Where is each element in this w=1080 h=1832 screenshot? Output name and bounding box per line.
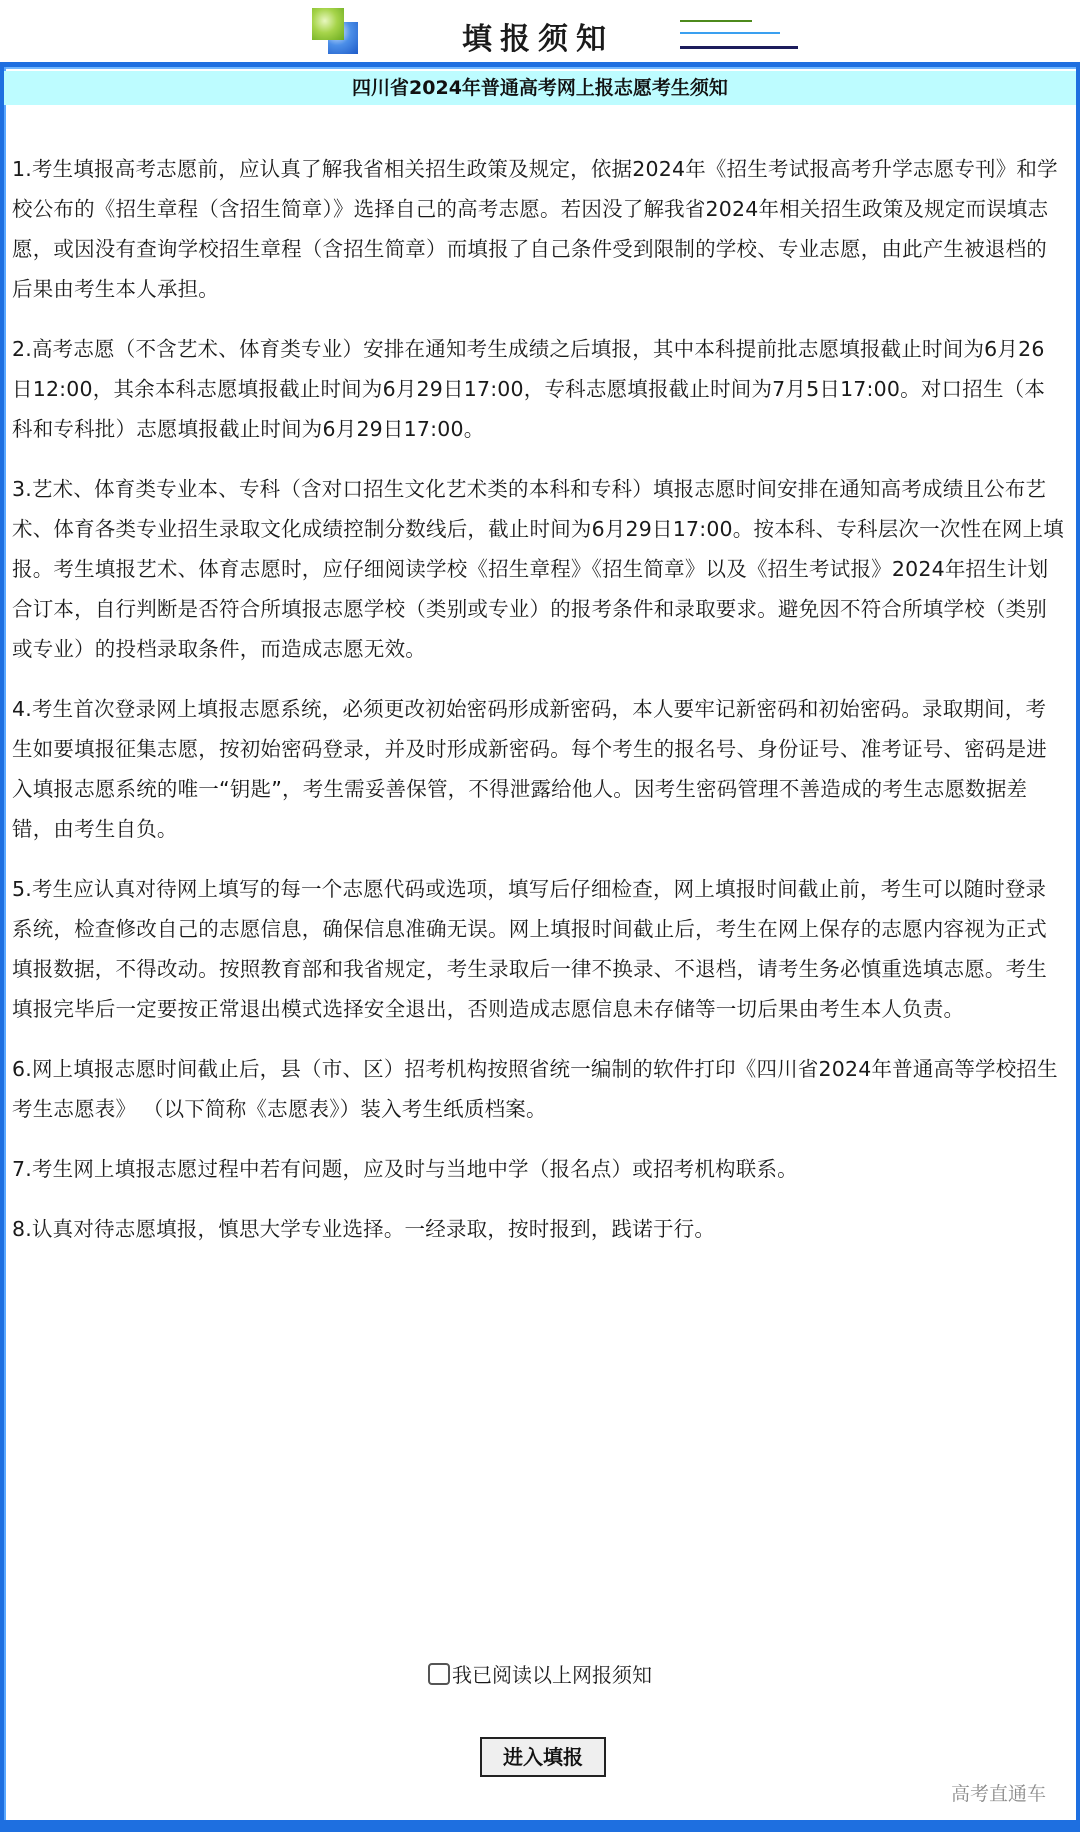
- notice-item: 4.考生首次登录网上填报志愿系统，必须更改初始密码形成新密码，本人要牢记新密码和初始密码。录取期间，考生如要填报征集志愿，按初始密码登录，并及时形成新密码。每个考生的报名号、身份证号、准考证号、密码是进入填报志愿系统的唯一“钥匙”，考生需妥善保管，不得泄露给他人。因考生密码管理不善造成的考生志愿数据差错，由考生自负。: [12, 697, 1047, 841]
- notice-item: 7.考生网上填报志愿过程中若有问题，应及时与当地中学（报名点）或招考机构联系。: [12, 1157, 798, 1181]
- agree-row: [4, 1659, 1076, 1688]
- button-row: [4, 1737, 1076, 1777]
- deco-line-navy: [680, 46, 798, 49]
- bottom-border-band: [4, 1820, 1076, 1828]
- deco-line-lightblue: [680, 32, 780, 34]
- notice-subtitle: 四川省2024年普通高考网上报志愿考生须知: [4, 71, 1076, 105]
- notice-content: [12, 149, 1064, 1269]
- notice-item: 2.高考志愿（不含艺术、体育类专业）安排在通知考生成绩之后填报，其中本科提前批志愿填报截止时间为6月26日12:00，其余本科志愿填报截止时间为6月29日17:00，专科志愿填报截止时间为7月5日17:00。对口招生（本科和专科批）志愿填报截止时间为6月29日17:00。: [12, 337, 1046, 441]
- notice-item: 3.艺术、体育类专业本、专科（含对口招生文化艺术类的本科和专科）填报志愿时间安排在通知高考成绩且公布艺术、体育各类专业招生录取文化成绩控制分数线后，截止时间为6月29日17:00。按本科、专科层次一次性在网上填报。考生填报艺术、体育志愿时，应仔细阅读学校《招生章程》《招生简章》以及《招生考试报》2024年招生计划合订本，自行判断是否符合所填报志愿学校（类别或专业）的报考条件和录取要求。避免因不符合所填学校（类别或专业）的投档录取条件，而造成志愿无效。: [12, 477, 1065, 661]
- notice-item: 5.考生应认真对待网上填写的每一个志愿代码或选项，填写后仔细检查，网上填报时间截止前，考生可以随时登录系统，检查修改自己的志愿信息，确保信息准确无误。网上填报时间截止后，考生在网上保存的志愿内容视为正式填报数据，不得改动。按照教育部和我省规定，考生录取后一律不换录、不退档，请考生务必慎重选填志愿。考生填报完毕后一定要按正常退出模式选择安全退出，否则造成志愿信息未存储等一切后果由考生本人负责。: [12, 877, 1047, 1021]
- logo-green-square: [312, 8, 344, 40]
- agree-checkbox[interactable]: [428, 1663, 450, 1685]
- panel-inner-border: [4, 67, 6, 1828]
- deco-line-green: [680, 20, 752, 22]
- watermark-text: 高考直通车: [950, 1783, 1046, 1805]
- notice-item: 6.网上填报志愿时间截止后，县（市、区）招考机构按照省统一编制的软件打印《四川省2024年普通高等学校招生考生志愿表》 （以下简称《志愿表》）装入考生纸质档案。: [12, 1057, 1058, 1121]
- notice-panel: [0, 62, 1080, 1832]
- agree-label[interactable]: 我已阅读以上网报须知: [452, 1663, 652, 1687]
- page-header: [0, 0, 1080, 62]
- page-title: 填报须知: [462, 22, 614, 57]
- decorative-lines-icon: [636, 18, 806, 52]
- square-logo-icon: [312, 8, 364, 54]
- notice-item: 8.认真对待志愿填报，慎思大学专业选择。一经录取，按时报到，践诺于行。: [12, 1217, 716, 1241]
- notice-item: 1.考生填报高考志愿前，应认真了解我省相关招生政策及规定，依据2024年《招生考试报高考升学志愿专刊》和学校公布的《招生章程（含招生简章）》选择自己的高考志愿。若因没了解我省2024年相关招生政策及规定而误填志愿，或因没有查询学校招生章程（含招生简章）而填报了自己条件受到限制的学校、专业志愿，由此产生被退档的后果由考生本人承担。: [12, 157, 1058, 301]
- enter-fill-button[interactable]: 进入填报: [480, 1737, 606, 1777]
